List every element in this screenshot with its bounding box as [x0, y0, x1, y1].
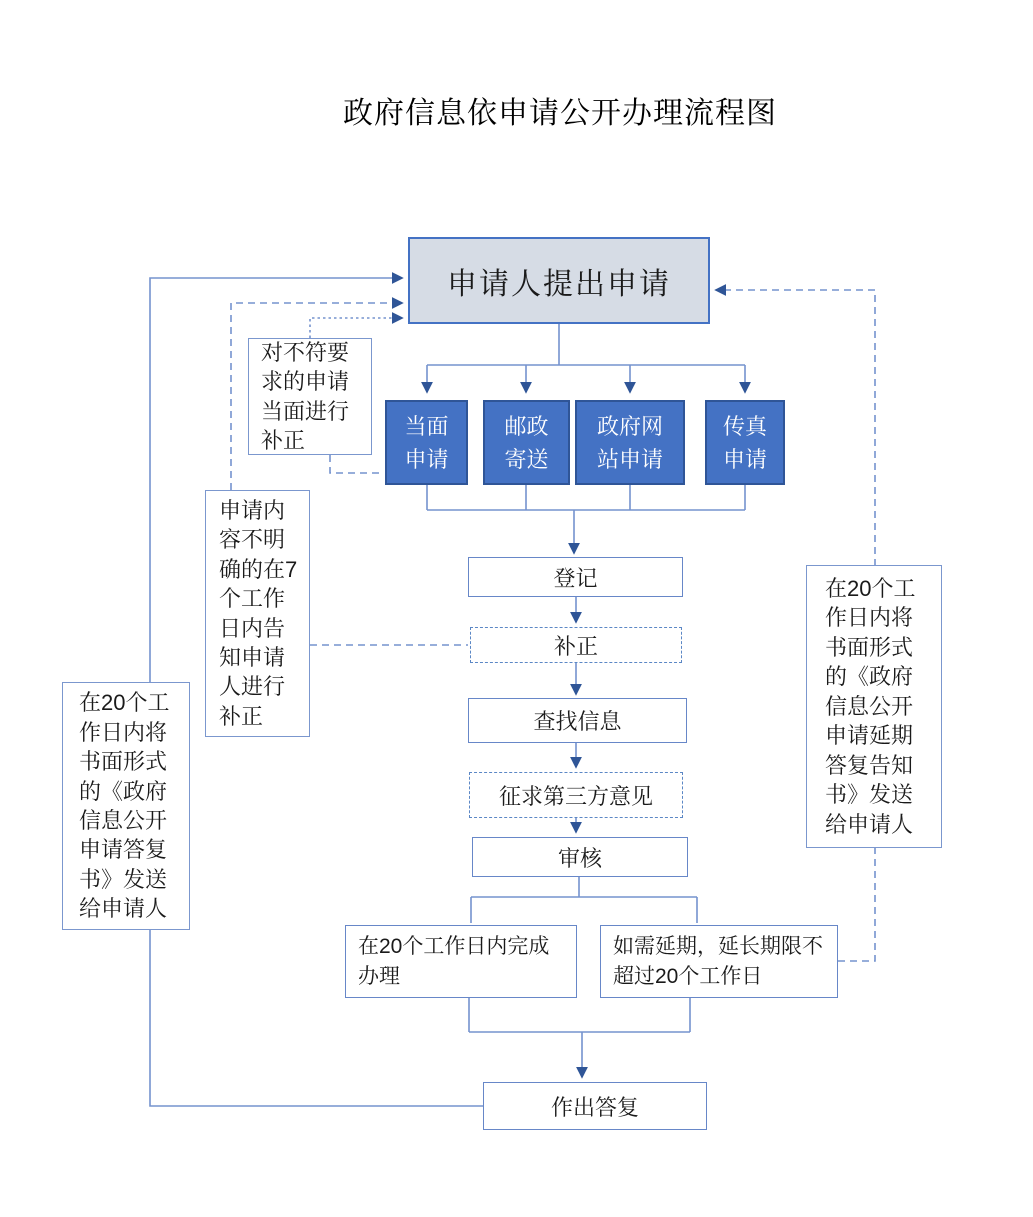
node-channel-fax	[705, 400, 785, 485]
note-unclear-text: 申请内容不明确的在7个工作日内告知申请人进行补正	[219, 497, 298, 729]
node-channel-web-label: 政府网站申请	[596, 413, 663, 472]
node-applicant	[408, 237, 710, 324]
note-unclear	[205, 490, 310, 737]
node-reply	[483, 1082, 707, 1130]
note-onsite-correction	[248, 338, 372, 455]
node-search-label: 查找信息	[533, 709, 622, 734]
node-channel-onsite-label: 当面申请	[404, 413, 449, 472]
bottom-merge-line	[469, 998, 690, 1032]
node-register-label: 登记	[553, 565, 598, 591]
node-review	[472, 837, 688, 877]
node-complete-label: 在20个工作日内完成办理	[358, 935, 550, 988]
node-correction-label: 补正	[553, 633, 598, 659]
node-channel-mail	[483, 400, 570, 485]
node-reply-label: 作出答复	[550, 1094, 639, 1120]
node-third-party-label: 征求第三方意见	[498, 783, 653, 809]
note-reply-notice	[62, 682, 190, 930]
node-register	[468, 557, 683, 597]
node-complete	[345, 925, 577, 998]
review-split-line	[471, 877, 697, 923]
node-channel-mail-label: 邮政寄送	[504, 413, 549, 472]
node-correction	[470, 627, 682, 663]
note-extend-notice	[806, 565, 942, 848]
node-search	[468, 698, 687, 743]
node-review-label: 审核	[557, 845, 602, 871]
note-onsite-correction-text: 对不符要求的申请当面进行补正	[261, 339, 350, 453]
diagram-title: 政府信息依申请公开办理流程图	[343, 97, 777, 130]
node-channel-onsite	[385, 400, 468, 485]
note-extend-notice-text: 在20个工作日内将书面形式的《政府信息公开申请延期答复告知书》发送给申请人	[825, 575, 916, 837]
onsite-note-to-channel-line	[330, 455, 383, 473]
node-channel-web	[575, 400, 685, 485]
applicant-fanout-line	[427, 324, 745, 365]
node-applicant-label: 申请人提出申请	[447, 267, 671, 301]
note-reply-notice-text: 在20个工作日内将书面形式的《政府信息公开申请答复书》发送给申请人	[79, 690, 170, 922]
channels-merge-line	[427, 485, 745, 510]
node-extend	[600, 925, 838, 998]
node-extend-label: 如需延期，延长期限不超过20个工作日	[613, 935, 823, 988]
node-third-party	[469, 772, 683, 818]
onsite-note-to-applicant-line	[310, 318, 402, 338]
node-channel-fax-label: 传真申请	[722, 413, 767, 472]
